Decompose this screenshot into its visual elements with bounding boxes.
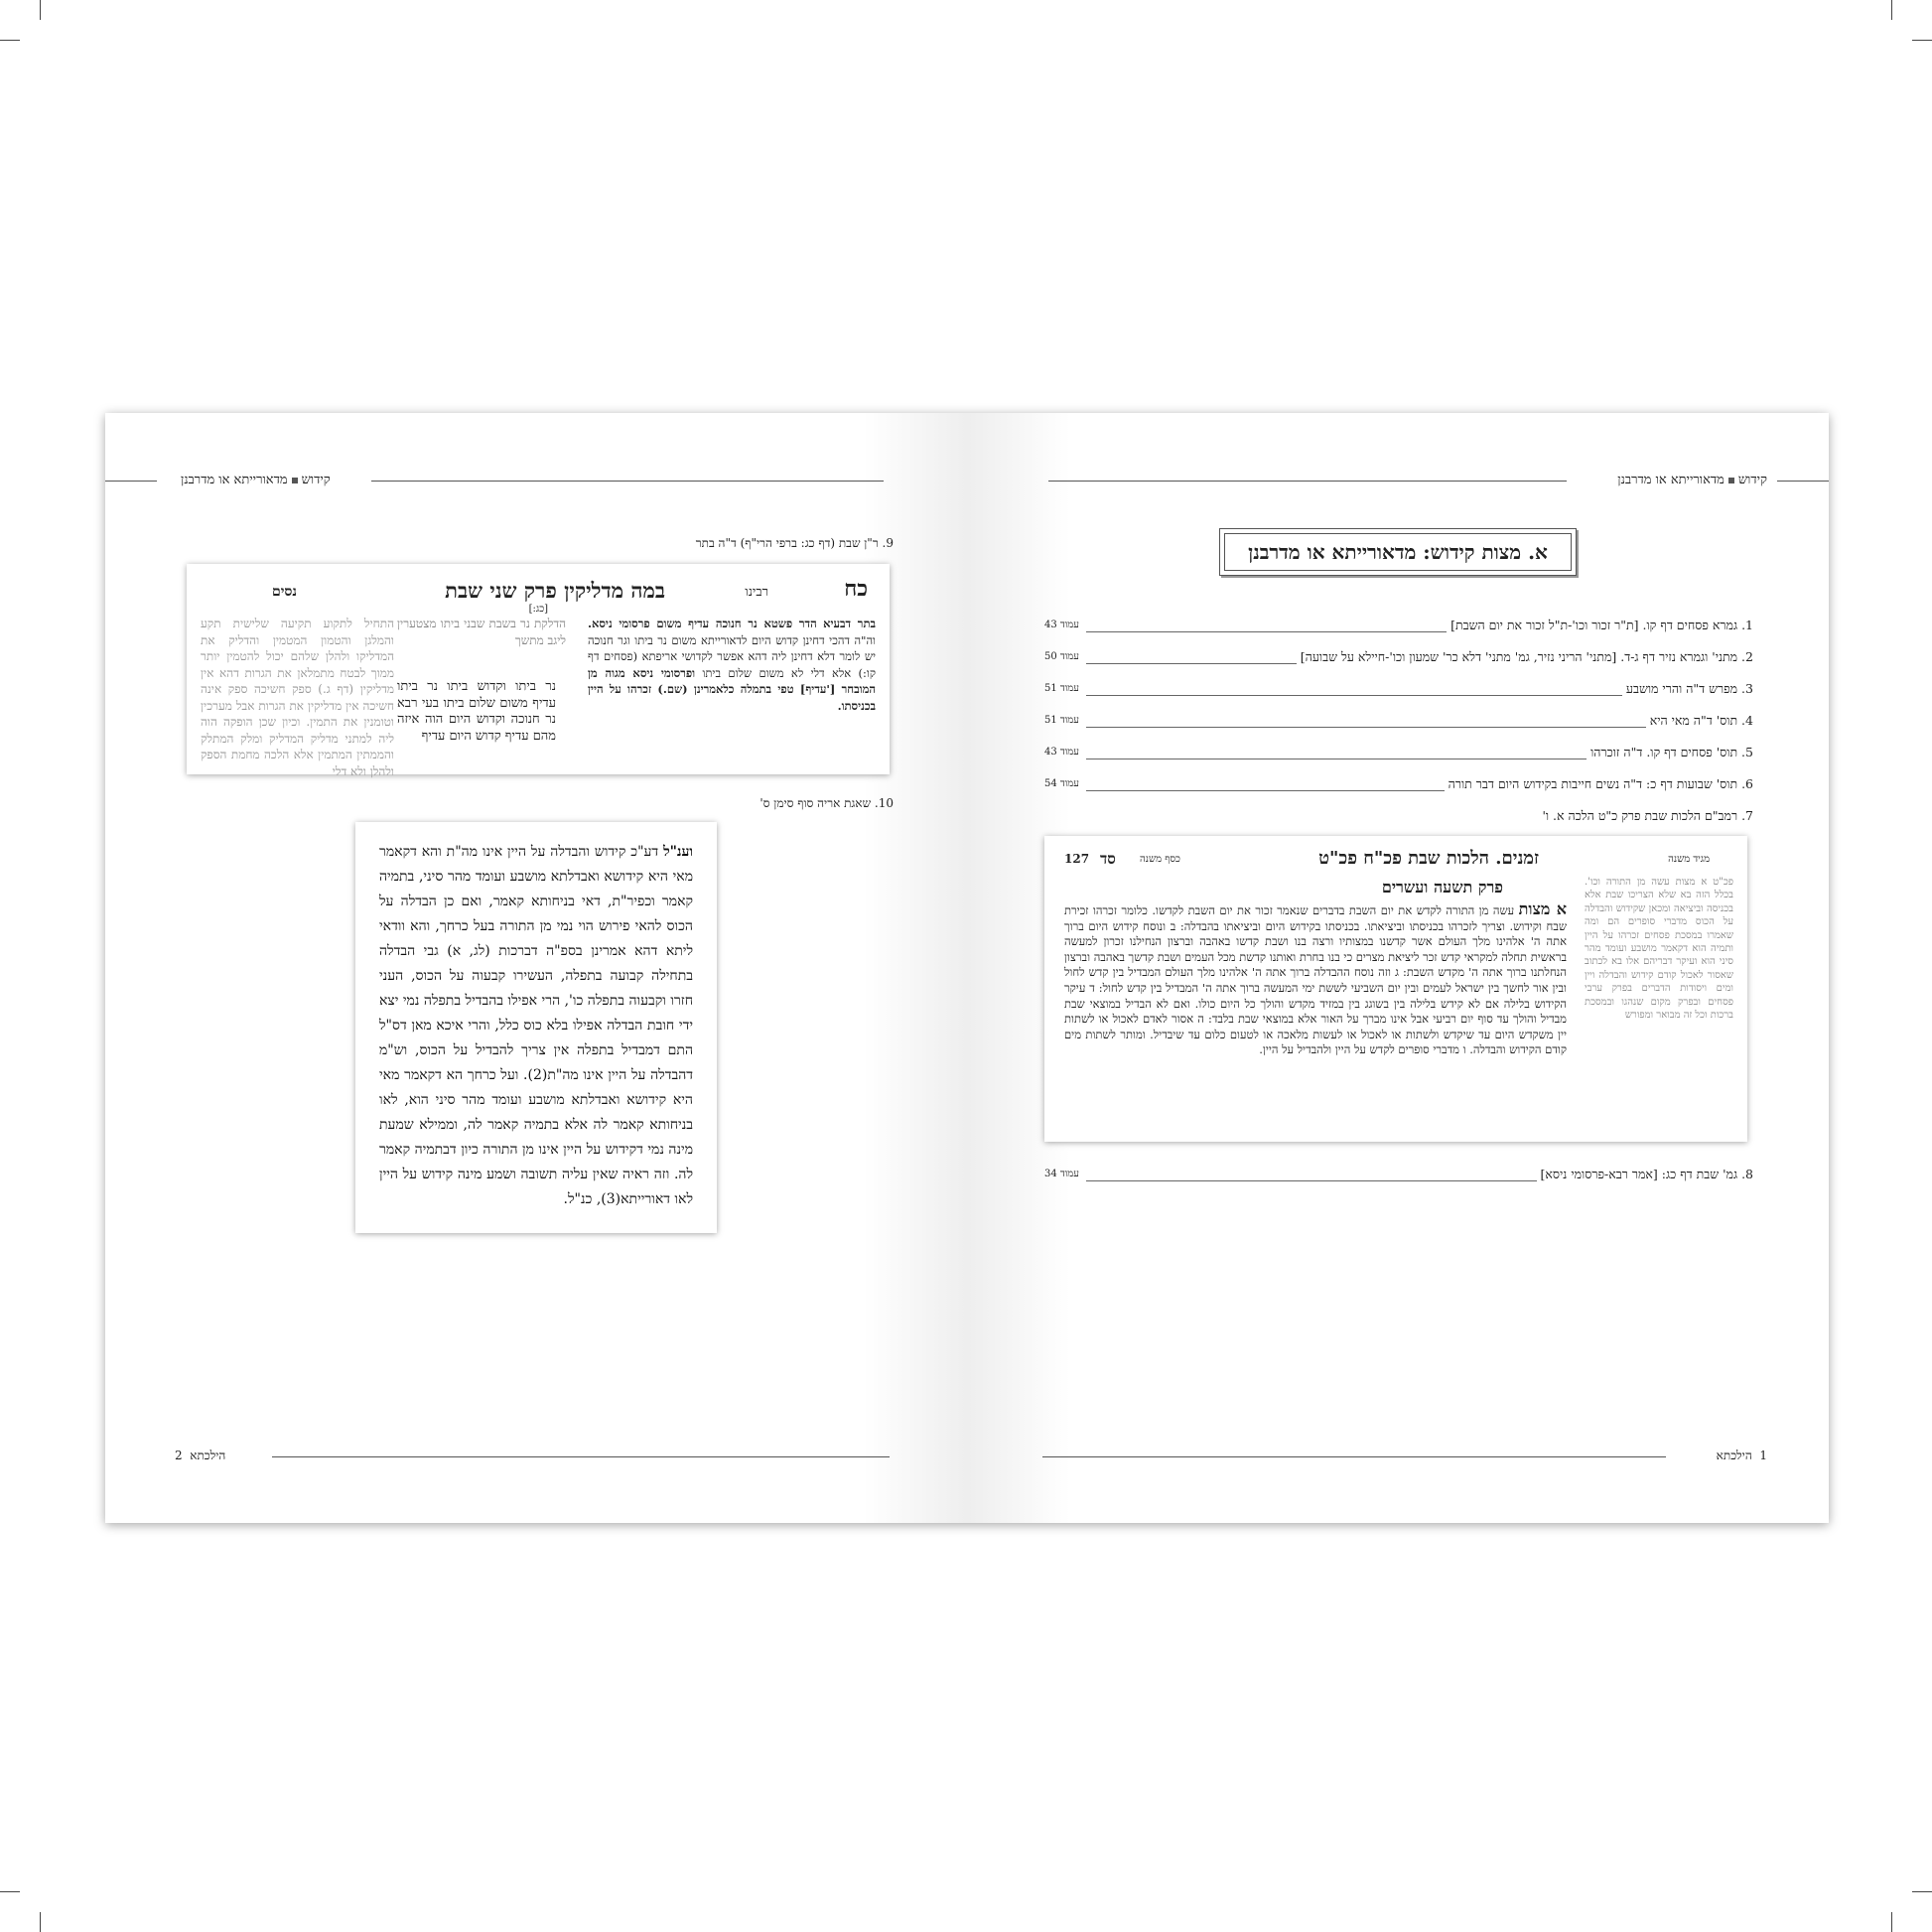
ran-line: הדר פשטא נר חנוכה עדיף משום פרסומי ניסא. xyxy=(588,617,817,630)
tosafot-text: הדלקת נר בשבת שבני ביתו מצטערין ליגב מתשך xyxy=(397,617,566,647)
footer-rule xyxy=(272,1456,890,1457)
footer-rule xyxy=(1042,1456,1666,1457)
toc-label: 4. תוס' ד"ה מאי היא xyxy=(1646,713,1753,729)
toc-label: 6. תוס' שבועות דף כ: ד"ה נשים חייבות בקידוש היום דבר תורה xyxy=(1445,776,1753,792)
crop-mark xyxy=(1912,40,1932,41)
header-rule xyxy=(1048,481,1567,482)
folio xyxy=(1717,1449,1767,1463)
talmud-page-letters: כח xyxy=(844,576,868,602)
source-heading-9: 9. ר"ן שבת (דף כג: ברפי הרי"ף) ד"ה בתר xyxy=(695,536,894,550)
text-lead-word: וענ"ל xyxy=(663,844,693,860)
toc-page: עמוד 50 xyxy=(1044,651,1079,662)
folio-book: הילכתא xyxy=(1716,1449,1752,1462)
toc-item-7: 7. רמב"ם הלכות שבת פרק כ"ט הלכה א. ו' xyxy=(1542,808,1753,823)
header-chapter: קידוש xyxy=(1737,473,1767,487)
ran-line: ופרסומי ניסא מגוה מן המובחר ['עדיף] טפי בתמלה כלאמרינן (שם.) זכרהו על היין בכניסתו. xyxy=(588,665,876,713)
toc-label: 2. מתני' וגמרא נזיר דף ג-ד. [מתני' הריני נזיר, גמ' מתני' דלא כר' שמעון וכו'-חיילא על שבועה] xyxy=(1297,649,1753,665)
header-rule xyxy=(1777,481,1829,482)
toc-entry xyxy=(1044,776,1753,796)
source-heading-10: 10. שאגת אריה סוף סימן ס' xyxy=(759,796,894,810)
folio xyxy=(175,1449,225,1463)
talmud-gemara-column: נר ביתו וקדוש ביתו נר ביתו עדיף משום שלום ביתו בעי רבא נר חנוכה וקדוש היום הוה איזה מהם עדיף קדוש היום עדיף xyxy=(397,679,556,744)
mishneh-body: עשה מן התורה לקדש את יום השבת בדברים שנאמר זכור את יום השבת לקדשו. כלומר זכרהו זכירת שבח וקידוש. וצריך לזכרהו בכניסתו וביציאתו. בכניסתו בקידוש היום וביציאתו בהבדלה: ב ונוסח קידוש היום ברוך אתה ה' אלהינו מלך העולם אשר קדשנו במצותיו ורצה בנו ושבת קדשו באהבה וברצון הנחילנו זכרון למעשה בראשית תחלה למקראי קדש זכר ליציאת מצרים כי בנו בחרת ואותנו קדשת מכל העמים ושבת קדשך באהבה וברצון הנחלתנו ברוך אתה ה' מקדש השבת: ג וזה נוסח ההבדלה ברוך אתה ה' אלהינו מלך העולם המבדיל בין קדש לחול ובין אור לחשך בין ישראל לעמים ובין יום השביעי לששת ימי המעשה ברוך אתה ה' המבדיל בין קדש לחול: ד עיקר הקידוש בלילה אם לא קידש בלילה בין בשוגג בין במזיד מקדש והולך כל היום כולו. ואם לא הבדיל במוצאי שבת מבדיל והולך עד סוף יום רביעי אבל אינו מברך על האור אלא במוצאי שבת בלבד: ה אסור לאדם לאכול או לשתות יין משקדש היום עד שיקדש ולשתות או לאכול או לעשות מלאכה או לטעום כלום עד שיבדיל. ומותר לשתות מים קודם הקידוש והבדלה. ו מדברי סופרים לקדש על היין ולהבדיל על היין. xyxy=(1064,903,1567,1057)
header-rule xyxy=(105,481,157,482)
header-section: מדאורייתא או מדרבנן xyxy=(1617,473,1725,487)
crop-mark xyxy=(1891,0,1892,20)
talmud-nissim-label: נסים xyxy=(272,584,297,600)
magid-mishneh-label: מגיד משנה xyxy=(1668,854,1710,865)
talmud-page-excerpt xyxy=(187,564,890,778)
toc-label: 8. גמ' שבת דף כג: [אמר רבא-פרסומי ניסא] xyxy=(1537,1167,1753,1182)
header-separator xyxy=(1728,478,1734,483)
folio-book: הילכתא xyxy=(190,1449,226,1462)
toc-entry xyxy=(1044,1167,1753,1186)
text-body: דע"כ קידוש והבדלה על היין אינו מה"ת והא דקאמר מאי היא קידושא ואבדלתא מושבע ועומד מהר סיני, בתמיה קאמר וכפיר"ת, דאי בניחותא קאמר, ואם כן הבדלה על הכוס להאי פירוש הוי נמי מן התורה בעל כרחך, והא וודאי ליתא דהא אמרינן בספ"ה דברכות (לג, א) גבי הבדלה בתחילה קבועה בתפלה, העשירו קבעוה על הכוס, העני חזרו וקבעוה בתפלה כו', הרי אפילו בהבדיל בתפלה נמי יצא ידי חובת הבדלה אפילו בלא כוס כלל, והרי איכא מאן דס"ל התם דמבדיל בתפלה אין צריך להבדיל על הכוס, וש"מ דהבדלה על היין אינו מה"ת(2). ועל כרחך הא דקאמר מאי היא קידושא ואבדלתא מושבע ועומד מהר סיני הוא, לאו בניחותא קאמר לה אלא בתמיה קאמר לה, וממילא שמעת מינה נמי דקידוש על היין אינו מן התורה כיון דבתמיה קאמר לה. וזה ראיה שאין עליה תשובה ושמע מינה קידוש על היין לאו דאורייתא(3), כנ"ל. xyxy=(379,844,693,1207)
crop-mark xyxy=(40,0,41,20)
shaagat-aryeh-excerpt xyxy=(355,822,717,1233)
toc-label: 5. תוס' פסחים דף קו. ד"ה זוכרהו xyxy=(1587,745,1753,760)
toc-label: 1. גמרא פסחים דף קו. [ת"ר זכור וכו'-ת"ל זכור את יום השבת] xyxy=(1447,618,1753,633)
toc-page: עמוד 43 xyxy=(1044,620,1079,630)
header-rule xyxy=(371,481,884,482)
section-title-box xyxy=(1219,528,1577,576)
toc-entry xyxy=(1044,681,1753,701)
folio-number: 1 xyxy=(1759,1449,1767,1462)
talmud-rabbeinu-label: רבינו xyxy=(745,585,768,600)
mishneh-page-number: 127 xyxy=(1064,852,1090,866)
crop-mark xyxy=(1912,1891,1932,1892)
crop-mark xyxy=(0,40,20,41)
running-header xyxy=(181,472,331,487)
mishneh-torah-excerpt xyxy=(1044,836,1747,1142)
mishneh-lead-word: א מצות xyxy=(1518,899,1568,918)
ran-line: וה"ה דהכי דחינן קדוש היום לדאורייתא משום נר ביתו וגר חנוכה יש לומר דלא דחינן ליה דהא אפשר לקדושי אריפתא (פסחים דף קו:) אלא דלי לא משום שלום ביתו xyxy=(588,632,877,680)
header-chapter: קידוש xyxy=(301,473,331,487)
talmud-nissim-column: התחיל לתקוע תקיעה שלישית תקע והמלגן והטמון המטמין והדליק את המדליקו ולהלן שלהם יכול להטמין יותר ממוך לבטח מתמלאן את הגרות דהא אין מדליקין (דף ג.) ספק חשיכה ספק אינה חשיכה אין מדליקין את הגרות אבל מערכין וטומנין את התמין. וכיון שכן הופקה הוה ליה למתני מדליק המדליק ומלק המתלק והממתין המתמין אלא הלכה מחמת הספק ולהלן ולא דלי xyxy=(201,617,394,778)
mishneh-daf: סד xyxy=(1100,850,1116,868)
toc-page: עמוד 51 xyxy=(1044,715,1079,726)
toc-entry xyxy=(1044,649,1753,669)
mishneh-commentary-column: פכ"ט א מצות עשה מן התורה וכו'. בכלל הזה בא שלא הצריכו שבת אלא בכניסה וביציאה ומכאן שקידוש והבדלה על הכוס מדברי סופרים הם ומה שאמרו במסכת פסחים זכרהו על היין ותמיה הוא דקאמר מושבע ועומד מהר סיני הוא ועיקר דבריהם אלו בא לכתוב שאסור לאכול קודם קידוש והבדלה ויין ומים ויסודות הדברים בפרק ערבי פסחים ובפרק מקום שנהגו ובמסכת ברכות וכל זה מבואר ומפורש xyxy=(1585,877,1733,1022)
toc-label: 3. מפרש ד"ה והרי מושבע xyxy=(1622,681,1753,697)
toc-entry xyxy=(1044,745,1753,764)
talmud-small-ref: [כג:] xyxy=(528,604,548,615)
toc-page: עמוד 43 xyxy=(1044,747,1079,758)
crop-mark xyxy=(1891,1912,1892,1932)
header-separator xyxy=(292,478,298,483)
talmud-tosafot-column xyxy=(397,616,566,679)
kesef-mishneh-label: כסף משנה xyxy=(1140,854,1180,865)
section-title: א. מצות קידוש: מדאורייתא או מדרבנן xyxy=(1224,533,1572,571)
running-header xyxy=(1617,472,1767,487)
toc-entry xyxy=(1044,618,1753,637)
ran-lead-word: בתר דבעיא xyxy=(823,617,877,630)
crop-mark xyxy=(40,1912,41,1932)
header-section: מדאורייתא או מדרבנן xyxy=(181,473,288,487)
toc-page: עמוד 34 xyxy=(1044,1169,1079,1179)
mishneh-title: זמנים. הלכות שבת פכ"ח פכ"ט xyxy=(1318,848,1539,869)
toc-page: עמוד 51 xyxy=(1044,683,1079,694)
shaagat-aryeh-text xyxy=(379,840,693,1212)
talmud-chapter-title: במה מדליקין פרק שני שבת xyxy=(445,578,665,603)
mishneh-chapter: פרק תשעה ועשרים xyxy=(1381,878,1503,897)
folio-number: 2 xyxy=(175,1449,183,1462)
toc-entry xyxy=(1044,713,1753,733)
crop-mark xyxy=(0,1891,20,1892)
mishneh-main-text xyxy=(1064,901,1567,1134)
talmud-ran-column xyxy=(588,616,876,764)
toc-page: עמוד 54 xyxy=(1044,778,1079,789)
